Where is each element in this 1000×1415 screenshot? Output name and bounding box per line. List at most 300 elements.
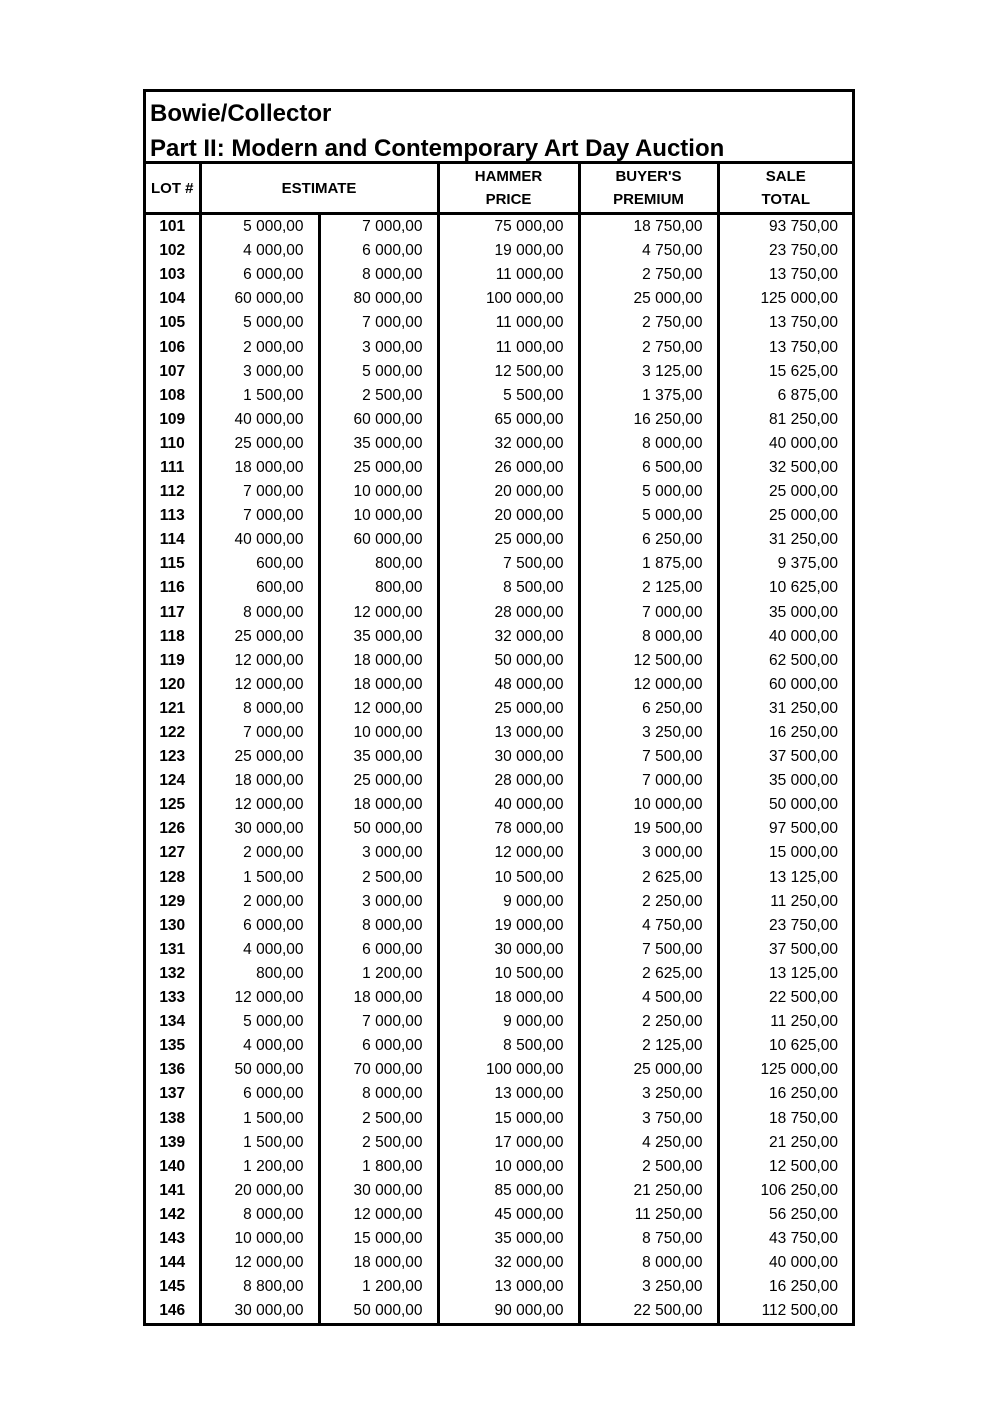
- table-row: [146, 1131, 852, 1155]
- estimate-high: 18 000,00: [319, 673, 438, 697]
- estimate-high: 25 000,00: [319, 456, 438, 480]
- sale-total: 13 750,00: [718, 311, 852, 335]
- table-row: [146, 480, 852, 504]
- estimate-high: 3 000,00: [319, 890, 438, 914]
- estimate-low: 4 000,00: [200, 239, 319, 263]
- hammer-price: 26 000,00: [438, 456, 579, 480]
- auction-results-sheet: [143, 89, 855, 1326]
- premium-header-line2: PREMIUM: [613, 191, 684, 208]
- sale-total: 40 000,00: [718, 432, 852, 456]
- estimate-low: 3 000,00: [200, 360, 319, 384]
- estimate-low: 8 000,00: [200, 1203, 319, 1227]
- estimate-high: 7 000,00: [319, 311, 438, 335]
- lot-number: 120: [159, 675, 186, 693]
- hammer-price: 9 000,00: [438, 1010, 579, 1034]
- estimate-low: 8 800,00: [200, 1275, 319, 1299]
- sale-total-header: [718, 164, 852, 214]
- sale-total: 10 625,00: [718, 576, 852, 600]
- estimate-low: 7 000,00: [200, 480, 319, 504]
- estimate-high: 2 500,00: [319, 1106, 438, 1130]
- hammer-header-line1: HAMMER: [474, 168, 543, 185]
- table-row: [146, 817, 852, 841]
- table-row: [146, 1227, 852, 1251]
- estimate-high: 3 000,00: [319, 335, 438, 359]
- lot-number: 142: [159, 1205, 186, 1223]
- table-row: [146, 601, 852, 625]
- estimate-low: 8 000,00: [200, 601, 319, 625]
- table-row: [146, 962, 852, 986]
- buyers-premium: 21 250,00: [579, 1179, 718, 1203]
- hammer-price: 40 000,00: [438, 793, 579, 817]
- hammer-price: 11 000,00: [438, 311, 579, 335]
- estimate-high: 60 000,00: [319, 528, 438, 552]
- auction-title: Part II: Modern and Contemporary Art Day Auction: [150, 135, 725, 162]
- table-row: [146, 721, 852, 745]
- estimate-low: 6 000,00: [200, 1082, 319, 1106]
- estimate-low: 30 000,00: [200, 1299, 319, 1323]
- sale-total: 9 375,00: [718, 552, 852, 576]
- lot-number: 131: [159, 940, 186, 958]
- hammer-price: 32 000,00: [438, 432, 579, 456]
- estimate-low: 20 000,00: [200, 1179, 319, 1203]
- estimate-high: 6 000,00: [319, 938, 438, 962]
- hammer-price: 17 000,00: [438, 1131, 579, 1155]
- lot-number: 122: [159, 724, 186, 742]
- buyers-premium: 3 125,00: [579, 360, 718, 384]
- table-row: [146, 504, 852, 528]
- sale-total: 56 250,00: [718, 1203, 852, 1227]
- estimate-low: 25 000,00: [200, 432, 319, 456]
- estimate-low: 12 000,00: [200, 649, 319, 673]
- buyers-premium: 5 000,00: [579, 480, 718, 504]
- hammer-price: 75 000,00: [438, 214, 579, 240]
- table-row: [146, 697, 852, 721]
- estimate-high: 15 000,00: [319, 1227, 438, 1251]
- estimate-high: 50 000,00: [319, 817, 438, 841]
- buyers-premium: 4 250,00: [579, 1131, 718, 1155]
- table-row: [146, 1058, 852, 1082]
- sale-total: 50 000,00: [718, 793, 852, 817]
- table-row: [146, 914, 852, 938]
- estimate-high: 8 000,00: [319, 263, 438, 287]
- hammer-price: 5 500,00: [438, 384, 579, 408]
- estimate-high: 10 000,00: [319, 721, 438, 745]
- buyers-premium: 7 000,00: [579, 601, 718, 625]
- buyers-premium: 3 250,00: [579, 721, 718, 745]
- lot-number: 130: [159, 916, 186, 934]
- buyers-premium: 2 500,00: [579, 1155, 718, 1179]
- estimate-low: 600,00: [200, 576, 319, 600]
- lot-number: 105: [159, 314, 186, 332]
- estimate-high: 2 500,00: [319, 866, 438, 890]
- sale-total: 43 750,00: [718, 1227, 852, 1251]
- sale-total: 125 000,00: [718, 287, 852, 311]
- sale-total: 10 625,00: [718, 1034, 852, 1058]
- hammer-price: 28 000,00: [438, 769, 579, 793]
- estimate-low: 10 000,00: [200, 1227, 319, 1251]
- estimate-low: 12 000,00: [200, 793, 319, 817]
- lot-number: 101: [159, 218, 186, 236]
- lot-number: 146: [159, 1302, 186, 1320]
- buyers-premium: 7 500,00: [579, 938, 718, 962]
- estimate-low: 4 000,00: [200, 1034, 319, 1058]
- estimate-low: 25 000,00: [200, 625, 319, 649]
- lot-number: 134: [159, 1013, 186, 1031]
- lot-number: 123: [159, 748, 186, 766]
- table-row: [146, 1251, 852, 1275]
- table-row: [146, 1155, 852, 1179]
- estimate-high: 35 000,00: [319, 745, 438, 769]
- table-row: [146, 335, 852, 359]
- total-header-line2: TOTAL: [761, 191, 811, 208]
- estimate-high: 35 000,00: [319, 625, 438, 649]
- sale-total: 106 250,00: [718, 1179, 852, 1203]
- sale-total: 25 000,00: [718, 480, 852, 504]
- hammer-price: 100 000,00: [438, 287, 579, 311]
- buyers-premium: 2 750,00: [579, 311, 718, 335]
- lot-number: 116: [159, 579, 185, 597]
- buyers-premium: 7 000,00: [579, 769, 718, 793]
- sale-total: 22 500,00: [718, 986, 852, 1010]
- lot-number: 113: [159, 507, 185, 525]
- hammer-price: 10 500,00: [438, 866, 579, 890]
- sale-total: 40 000,00: [718, 625, 852, 649]
- lot-number: 144: [159, 1254, 186, 1272]
- hammer-price: 48 000,00: [438, 673, 579, 697]
- table-header: [146, 164, 852, 214]
- buyers-premium: 10 000,00: [579, 793, 718, 817]
- sale-total: 37 500,00: [718, 745, 852, 769]
- hammer-price: 45 000,00: [438, 1203, 579, 1227]
- estimate-high: 12 000,00: [319, 1203, 438, 1227]
- buyers-premium: 2 125,00: [579, 576, 718, 600]
- estimate-high: 1 800,00: [319, 1155, 438, 1179]
- estimate-high: 2 500,00: [319, 1131, 438, 1155]
- hammer-price: 12 000,00: [438, 841, 579, 865]
- buyers-premium: 12 000,00: [579, 673, 718, 697]
- sale-total: 81 250,00: [718, 408, 852, 432]
- estimate-low: 2 000,00: [200, 841, 319, 865]
- estimate-low: 7 000,00: [200, 721, 319, 745]
- hammer-price: 35 000,00: [438, 1227, 579, 1251]
- buyers-premium: 2 625,00: [579, 962, 718, 986]
- estimate-high: 7 000,00: [319, 214, 438, 240]
- estimate-high: 80 000,00: [319, 287, 438, 311]
- lot-number: 141: [159, 1181, 186, 1199]
- estimate-high: 8 000,00: [319, 914, 438, 938]
- estimate-low: 2 000,00: [200, 890, 319, 914]
- estimate-high: 18 000,00: [319, 986, 438, 1010]
- hammer-price: 11 000,00: [438, 263, 579, 287]
- estimate-low: 12 000,00: [200, 986, 319, 1010]
- buyers-premium: 3 250,00: [579, 1275, 718, 1299]
- table-row: [146, 1106, 852, 1130]
- hammer-price: 19 000,00: [438, 914, 579, 938]
- hammer-price: 50 000,00: [438, 649, 579, 673]
- hammer-price: 13 000,00: [438, 1082, 579, 1106]
- lot-number: 114: [159, 531, 185, 549]
- buyers-premium: 3 250,00: [579, 1082, 718, 1106]
- estimate-high: 50 000,00: [319, 1299, 438, 1323]
- estimate-low: 12 000,00: [200, 1251, 319, 1275]
- lot-number: 110: [159, 434, 185, 452]
- hammer-price: 8 500,00: [438, 1034, 579, 1058]
- sale-total: 16 250,00: [718, 721, 852, 745]
- table-row: [146, 239, 852, 263]
- estimate-low: 6 000,00: [200, 914, 319, 938]
- estimate-low: 5 000,00: [200, 214, 319, 240]
- sale-total: 25 000,00: [718, 504, 852, 528]
- buyers-premium: 2 250,00: [579, 1010, 718, 1034]
- sale-total: 31 250,00: [718, 528, 852, 552]
- estimate-low: 1 500,00: [200, 384, 319, 408]
- buyers-premium: 16 250,00: [579, 408, 718, 432]
- table-row: [146, 745, 852, 769]
- hammer-price: 15 000,00: [438, 1106, 579, 1130]
- lot-number: 104: [159, 290, 186, 308]
- buyers-premium: 5 000,00: [579, 504, 718, 528]
- table-row: [146, 841, 852, 865]
- hammer-price: 9 000,00: [438, 890, 579, 914]
- table-row: [146, 625, 852, 649]
- sale-total: 23 750,00: [718, 239, 852, 263]
- hammer-price-header: [438, 164, 579, 214]
- estimate-high: 1 200,00: [319, 1275, 438, 1299]
- buyers-premium-header: [579, 164, 718, 214]
- buyers-premium: 19 500,00: [579, 817, 718, 841]
- sale-total: 13 125,00: [718, 962, 852, 986]
- buyers-premium: 25 000,00: [579, 287, 718, 311]
- table-row: [146, 384, 852, 408]
- hammer-price: 20 000,00: [438, 504, 579, 528]
- sale-total: 12 500,00: [718, 1155, 852, 1179]
- estimate-low: 5 000,00: [200, 1010, 319, 1034]
- sale-total: 23 750,00: [718, 914, 852, 938]
- table-row: [146, 432, 852, 456]
- lot-number: 102: [159, 242, 186, 260]
- buyers-premium: 2 125,00: [579, 1034, 718, 1058]
- hammer-price: 20 000,00: [438, 480, 579, 504]
- collection-title: Bowie/Collector: [150, 100, 332, 127]
- estimate-low: 18 000,00: [200, 456, 319, 480]
- lot-number: 121: [159, 699, 186, 717]
- hammer-price: 28 000,00: [438, 601, 579, 625]
- table-row: [146, 793, 852, 817]
- buyers-premium: 2 750,00: [579, 263, 718, 287]
- lot-number: 117: [159, 603, 185, 621]
- buyers-premium: 2 750,00: [579, 335, 718, 359]
- sale-total: 15 625,00: [718, 360, 852, 384]
- table-row: [146, 1179, 852, 1203]
- table-row: [146, 1203, 852, 1227]
- sale-total: 60 000,00: [718, 673, 852, 697]
- table-row: [146, 456, 852, 480]
- lot-number: 132: [159, 964, 186, 982]
- table-row: [146, 1082, 852, 1106]
- lot-number: 112: [159, 483, 185, 501]
- lot-number: 129: [159, 892, 186, 910]
- lot-number: 111: [160, 458, 185, 476]
- estimate-low: 30 000,00: [200, 817, 319, 841]
- estimate-high: 60 000,00: [319, 408, 438, 432]
- table-row: [146, 528, 852, 552]
- estimate-high: 8 000,00: [319, 1082, 438, 1106]
- table-row: [146, 890, 852, 914]
- sale-total: 40 000,00: [718, 1251, 852, 1275]
- table-row: [146, 576, 852, 600]
- buyers-premium: 6 250,00: [579, 697, 718, 721]
- lot-number: 126: [159, 820, 186, 838]
- table-row: [146, 360, 852, 384]
- results-table: [146, 164, 852, 1323]
- sale-total: 125 000,00: [718, 1058, 852, 1082]
- estimate-high: 18 000,00: [319, 793, 438, 817]
- hammer-price: 32 000,00: [438, 1251, 579, 1275]
- estimate-high: 12 000,00: [319, 697, 438, 721]
- lot-number: 119: [159, 651, 185, 669]
- hammer-price: 19 000,00: [438, 239, 579, 263]
- estimate-low: 8 000,00: [200, 697, 319, 721]
- table-row: [146, 1010, 852, 1034]
- hammer-price: 25 000,00: [438, 697, 579, 721]
- lot-number: 133: [159, 989, 186, 1007]
- lot-header: LOT #: [146, 164, 200, 214]
- estimate-high: 3 000,00: [319, 841, 438, 865]
- table-row: [146, 408, 852, 432]
- hammer-price: 10 500,00: [438, 962, 579, 986]
- buyers-premium: 4 750,00: [579, 239, 718, 263]
- hammer-price: 13 000,00: [438, 1275, 579, 1299]
- table-row: [146, 866, 852, 890]
- estimate-high: 70 000,00: [319, 1058, 438, 1082]
- sale-total: 11 250,00: [718, 890, 852, 914]
- hammer-price: 12 500,00: [438, 360, 579, 384]
- hammer-price: 7 500,00: [438, 552, 579, 576]
- table-row: [146, 769, 852, 793]
- estimate-low: 600,00: [200, 552, 319, 576]
- estimate-low: 6 000,00: [200, 263, 319, 287]
- table-row: [146, 938, 852, 962]
- buyers-premium: 2 250,00: [579, 890, 718, 914]
- estimate-high: 10 000,00: [319, 504, 438, 528]
- buyers-premium: 11 250,00: [579, 1203, 718, 1227]
- buyers-premium: 6 250,00: [579, 528, 718, 552]
- lot-number: 136: [159, 1061, 186, 1079]
- sale-total: 16 250,00: [718, 1082, 852, 1106]
- table-row: [146, 311, 852, 335]
- sale-total: 11 250,00: [718, 1010, 852, 1034]
- hammer-price: 11 000,00: [438, 335, 579, 359]
- estimate-high: 18 000,00: [319, 649, 438, 673]
- lot-number: 135: [159, 1037, 186, 1055]
- sale-total: 93 750,00: [718, 214, 852, 240]
- hammer-price: 85 000,00: [438, 1179, 579, 1203]
- estimate-high: 7 000,00: [319, 1010, 438, 1034]
- total-header-line1: SALE: [765, 168, 806, 185]
- estimate-low: 1 500,00: [200, 1106, 319, 1130]
- estimate-low: 60 000,00: [200, 287, 319, 311]
- table-body: [146, 214, 852, 1324]
- lot-number: 109: [159, 410, 186, 428]
- sale-total: 13 125,00: [718, 866, 852, 890]
- estimate-high: 5 000,00: [319, 360, 438, 384]
- estimate-high: 18 000,00: [319, 1251, 438, 1275]
- buyers-premium: 8 000,00: [579, 1251, 718, 1275]
- estimate-high: 30 000,00: [319, 1179, 438, 1203]
- estimate-high: 12 000,00: [319, 601, 438, 625]
- table-row: [146, 649, 852, 673]
- buyers-premium: 3 000,00: [579, 841, 718, 865]
- lot-number: 138: [159, 1109, 186, 1127]
- table-row: [146, 1275, 852, 1299]
- buyers-premium: 8 000,00: [579, 625, 718, 649]
- buyers-premium: 22 500,00: [579, 1299, 718, 1323]
- table-row: [146, 552, 852, 576]
- sale-total: 13 750,00: [718, 263, 852, 287]
- estimate-high: 800,00: [319, 552, 438, 576]
- estimate-low: 18 000,00: [200, 769, 319, 793]
- estimate-high: 35 000,00: [319, 432, 438, 456]
- buyers-premium: 1 875,00: [579, 552, 718, 576]
- table-row: [146, 986, 852, 1010]
- hammer-price: 25 000,00: [438, 528, 579, 552]
- lot-number: 118: [159, 627, 185, 645]
- lot-number: 143: [159, 1229, 186, 1247]
- buyers-premium: 18 750,00: [579, 214, 718, 240]
- sale-total: 15 000,00: [718, 841, 852, 865]
- lot-number: 145: [159, 1278, 186, 1296]
- estimate-low: 2 000,00: [200, 335, 319, 359]
- hammer-price: 90 000,00: [438, 1299, 579, 1323]
- buyers-premium: 4 500,00: [579, 986, 718, 1010]
- table-row: [146, 214, 852, 240]
- buyers-premium: 25 000,00: [579, 1058, 718, 1082]
- buyers-premium: 12 500,00: [579, 649, 718, 673]
- lot-number: 108: [159, 386, 186, 404]
- sale-total: 35 000,00: [718, 769, 852, 793]
- lot-number: 137: [159, 1085, 186, 1103]
- estimate-high: 2 500,00: [319, 384, 438, 408]
- estimate-high: 1 200,00: [319, 962, 438, 986]
- lot-number: 127: [159, 844, 186, 862]
- lot-number: 128: [159, 868, 186, 886]
- sale-total: 97 500,00: [718, 817, 852, 841]
- estimate-low: 1 200,00: [200, 1155, 319, 1179]
- estimate-low: 50 000,00: [200, 1058, 319, 1082]
- table-row: [146, 673, 852, 697]
- buyers-premium: 1 375,00: [579, 384, 718, 408]
- estimate-low: 800,00: [200, 962, 319, 986]
- buyers-premium: 8 000,00: [579, 432, 718, 456]
- sale-total: 21 250,00: [718, 1131, 852, 1155]
- estimate-low: 1 500,00: [200, 1131, 319, 1155]
- estimate-high: 6 000,00: [319, 1034, 438, 1058]
- lot-number: 140: [159, 1157, 186, 1175]
- table-row: [146, 263, 852, 287]
- hammer-price: 30 000,00: [438, 745, 579, 769]
- title-block: [146, 92, 852, 164]
- estimate-low: 1 500,00: [200, 866, 319, 890]
- buyers-premium: 6 500,00: [579, 456, 718, 480]
- estimate-header: ESTIMATE: [200, 164, 438, 214]
- buyers-premium: 7 500,00: [579, 745, 718, 769]
- hammer-price: 32 000,00: [438, 625, 579, 649]
- buyers-premium: 4 750,00: [579, 914, 718, 938]
- estimate-high: 25 000,00: [319, 769, 438, 793]
- hammer-price: 30 000,00: [438, 938, 579, 962]
- sale-total: 31 250,00: [718, 697, 852, 721]
- hammer-price: 8 500,00: [438, 576, 579, 600]
